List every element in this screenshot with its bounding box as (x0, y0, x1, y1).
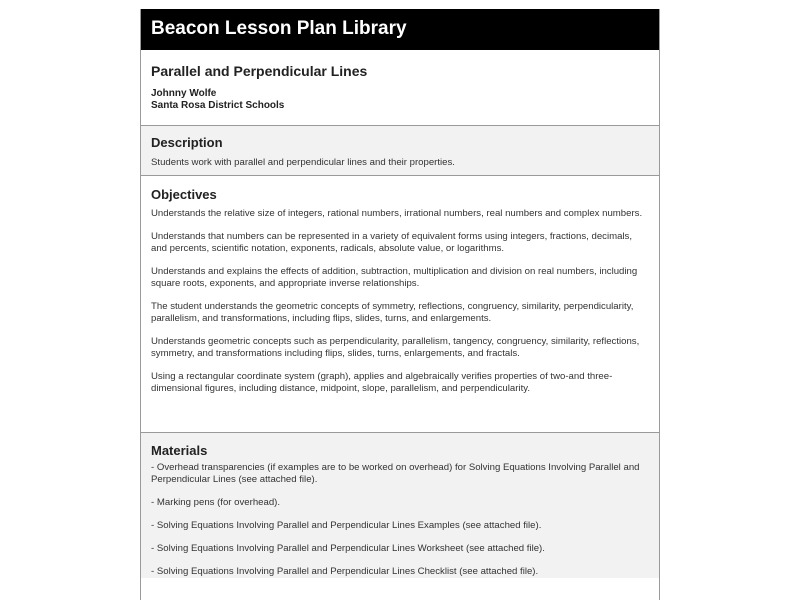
school-name: Santa Rosa District Schools (151, 100, 285, 111)
objectives-heading: Objectives (151, 187, 217, 202)
author-name: Johnny Wolfe (151, 88, 217, 99)
site-title: Beacon Lesson Plan Library (151, 18, 407, 39)
lesson-title: Parallel and Perpendicular Lines (151, 63, 368, 79)
material-item: - Marking pens (for overhead). (151, 497, 281, 508)
objective-item: Understands the relative size of integers, rational numbers, irrational numbers, real numbers and complex numbers. (151, 208, 643, 219)
lesson-title-section (141, 50, 659, 126)
site-banner (141, 9, 659, 50)
material-item: - Solving Equations Involving Parallel and Perpendicular Lines Worksheet (see attached file). (151, 543, 545, 554)
description-heading: Description (151, 135, 223, 150)
description-section (141, 126, 659, 176)
objective-item: Understands that numbers can be represented in a variety of equivalent forms using integers, fractions, decimals, and percents, scientific notation, exponents, radicals, absolute value, or logarithms. (151, 231, 633, 254)
materials-section (141, 433, 659, 578)
objective-item: Understands geometric concepts such as perpendicularity, parallelism, tangency, congruency, similarity, reflections, symmetry, and transformations including flips, slides, turns, enlargements, and fractals. (151, 336, 640, 359)
material-item: - Overhead transparencies (if examples are to be worked on overhead) for Solving Equations Involving Parallel and Perpendicular Lines (see attached file). (151, 462, 640, 485)
description-text: Students work with parallel and perpendicular lines and their properties. (151, 157, 455, 168)
materials-heading: Materials (151, 443, 208, 458)
lesson-page (140, 9, 660, 600)
objective-item: The student understands the geometric concepts of symmetry, reflections, congruency, similarity, perpendicularity, parallelism, and transformations, including flips, slides, turns, and enlargements. (151, 301, 634, 324)
objectives-section (141, 176, 659, 433)
material-item: - Solving Equations Involving Parallel and Perpendicular Lines Checklist (see attached file). (151, 566, 539, 577)
objective-item: Using a rectangular coordinate system (graph), applies and algebraically verifies properties of two-and three-dimensional figures, including distance, midpoint, slope, parallelism, and perpendicularity. (151, 371, 613, 394)
material-item: - Solving Equations Involving Parallel and Perpendicular Lines Examples (see attached file). (151, 520, 542, 531)
objective-item: Understands and explains the effects of addition, subtraction, multiplication and division on real numbers, including square roots, exponents, and appropriate inverse relationships. (151, 266, 638, 289)
